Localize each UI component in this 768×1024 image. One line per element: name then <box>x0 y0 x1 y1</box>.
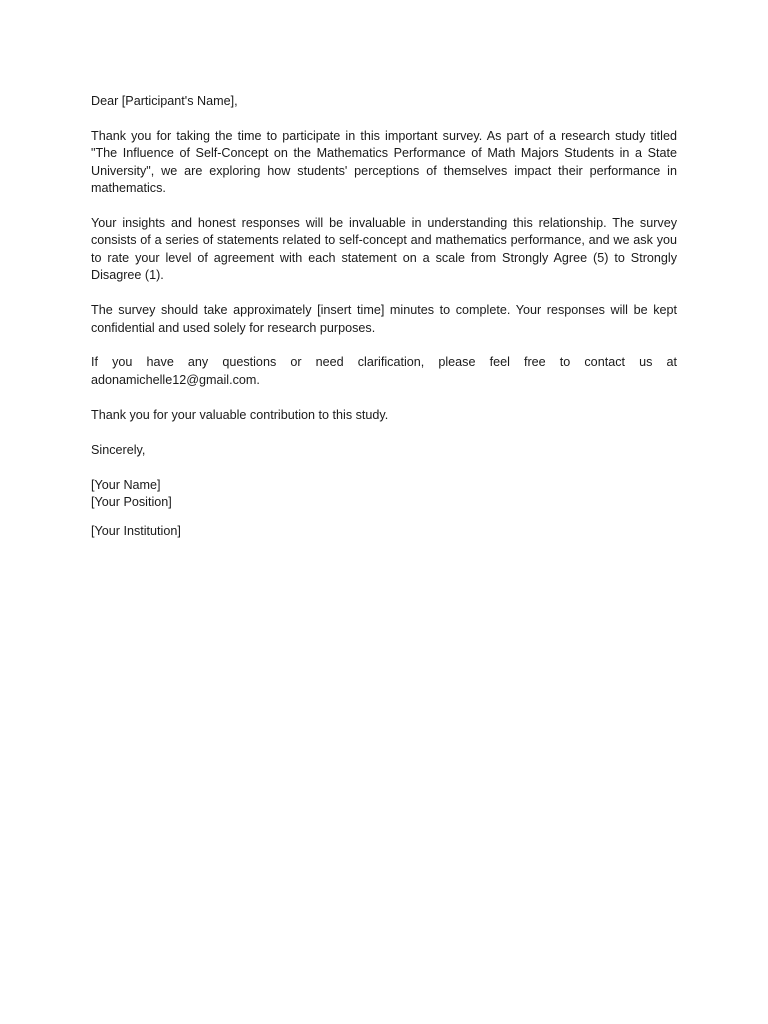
paragraph-intro: Thank you for taking the time to participate in this important survey. As part of a research study titled "The Influence of Self-Concept on the Mathematics Performance of Math Majors Students in a State University", we are exploring how students' perceptions of themselves impact their performance in mathematics. <box>91 128 677 196</box>
signature-name: [Your Name] <box>91 477 161 492</box>
signature-institution: [Your Institution] <box>91 524 181 539</box>
greeting: Dear [Participant's Name], <box>91 94 238 108</box>
signature-block <box>91 477 677 541</box>
closing: Sincerely, <box>91 442 146 457</box>
paragraph-contact: If you have any questions or need clarification, please feel free to contact us at adonamichelle12@gmail.com. <box>91 355 677 387</box>
letter-body <box>91 93 677 541</box>
paragraph-time-confidentiality: The survey should take approximately [insert time] minutes to complete. Your responses will be kept confidential and used solely for research purposes. <box>91 303 677 335</box>
signature-position: [Your Position] <box>91 495 172 509</box>
paragraph-thanks: Thank you for your valuable contribution to this study. <box>91 407 389 422</box>
paragraph-survey-description: Your insights and honest responses will be invaluable in understanding this relationship. The survey consists of a series of statements related to self-concept and mathematics performance, and we ask you to rate your level of agreement with each statement on a scale from Strongly Agree (5) to Strongly Disagree (1). <box>91 216 677 283</box>
